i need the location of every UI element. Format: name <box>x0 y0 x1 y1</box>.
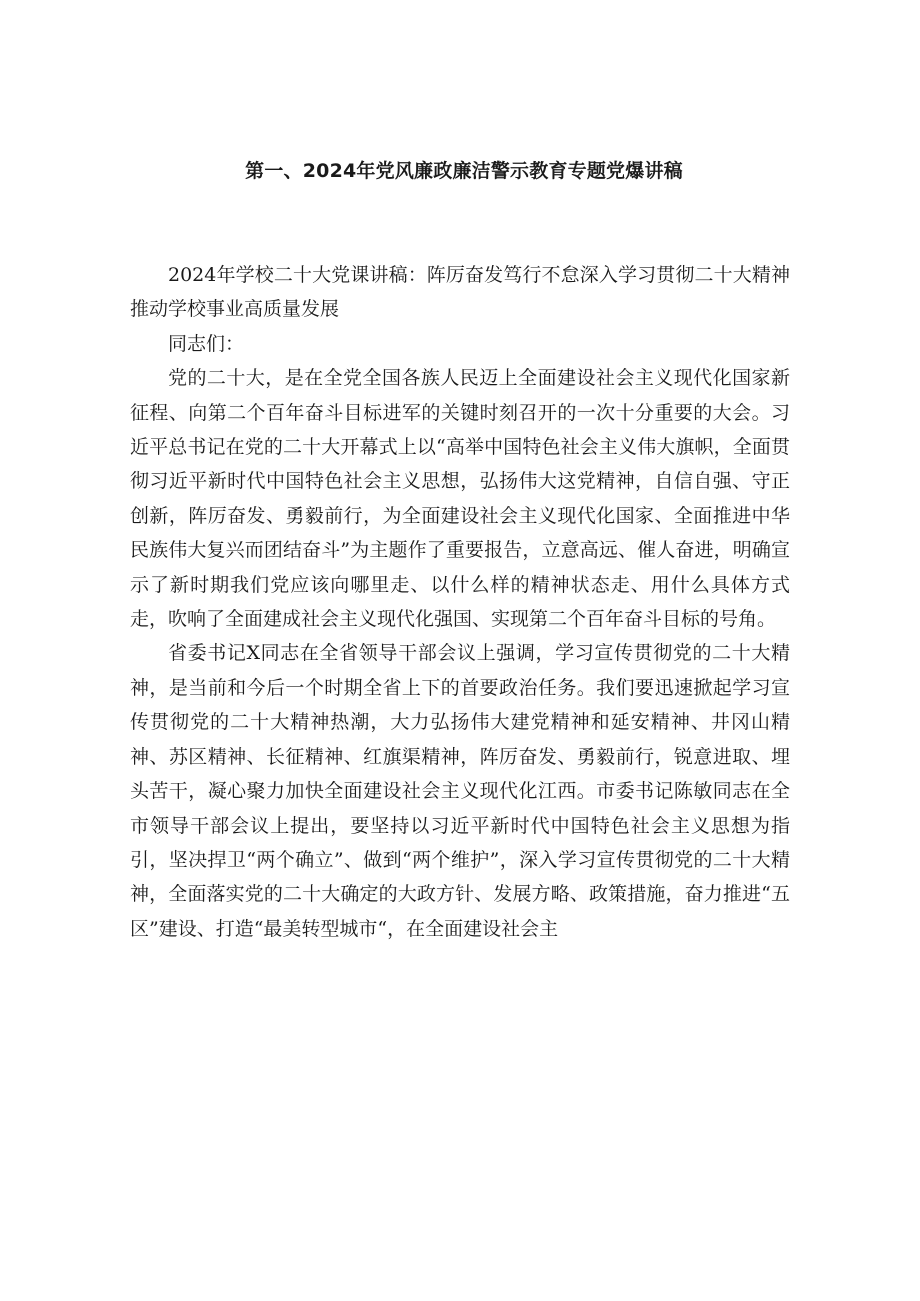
subtitle-paragraph: 2024年学校二十大党课讲稿：阵厉奋发笃行不怠深入学习贯彻二十大精神推动学校事业高质量发展 <box>130 264 790 321</box>
salutation-paragraph: 同志们： <box>168 332 245 355</box>
body-paragraph: 党的二十大，是在全党全国各族人民迈上全面建设社会主义现代化国家新征程、向第二个百年奋斗目标进军的关键时刻召开的一次十分重要的大会。习近平总书记在党的二十大开幕式上以“高举中国特色社会主义伟大旗帜，全面贯彻习近平新时代中国特色社会主义思想，弘扬伟大这党精神，自信自强、守正创新，阵厉奋发、勇毅前行，为全面建设社会主义现代化国家、全面推进中华民族伟大复兴而团结奋斗”为主题作了重要报告，立意高远、催人奋进，明确宣示了新时期我们党应该向哪里走、以什么样的精神状态走、用什么具体方式走，吹响了全面建成社会主义现代化强国、实现第二个百年奋斗目标的号角。 <box>130 367 790 631</box>
body-paragraph: 省委书记X同志在全省领导干部会议上强调，学习宣传贯彻党的二十大精神，是当前和今后一个时期全省上下的首要政治任务。我们要迅速掀起学习宣传贯彻党的二十大精神热潮，大力弘扬伟大建党精神和延安精神、井冈山精神、苏区精神、长征精神、红旗渠精神，阵厉奋发、勇毅前行，锐意进取、埋头苦干，凝心聚力加快全面建设社会主义现代化江西。市委书记陈敏同志在全市领导干部会议上提出，要坚持以习近平新时代中国特色社会主义思想为指引，坚决捍卫“两个确立”、做到“两个维护”，深入学习宣传贯彻党的二十大精神，全面落实党的二十大确定的大政方针、发展方略、政策措施，奋力推进“五区”建设、打造“最美转型城市“，在全面建设社会主 <box>130 642 790 940</box>
document-title: 第一、2024年党风廉政廉洁警示教育专题党爆讲稿 <box>245 160 683 182</box>
document-body <box>130 258 790 946</box>
